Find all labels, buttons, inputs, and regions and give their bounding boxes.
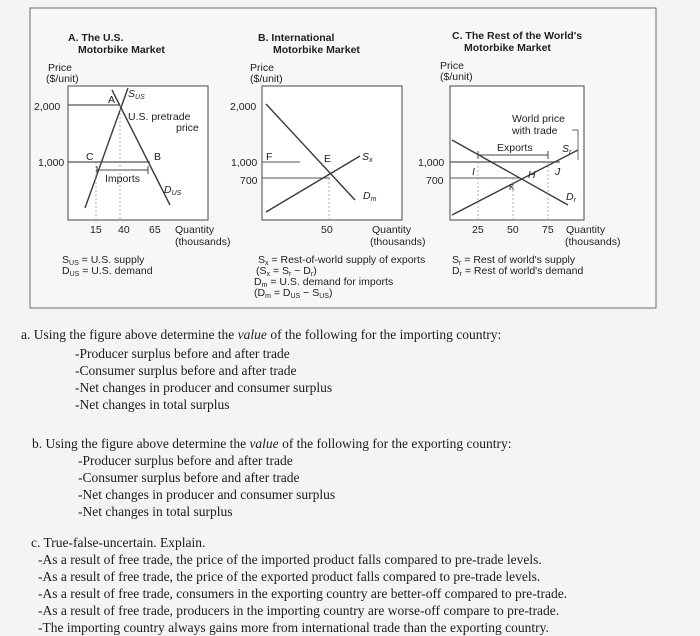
panel-a-y-tick-2000: 2,000 xyxy=(34,101,61,113)
panel-c-point-j: J xyxy=(555,166,561,178)
question-b-item: -Consumer surplus before and after trade xyxy=(78,470,300,485)
question-a-item: -Producer surplus before and after trade xyxy=(75,346,290,361)
panel-a-y-label-1: Price xyxy=(48,62,72,74)
question-b-item: -Producer surplus before and after trade xyxy=(78,453,293,468)
panel-a-title-1: A. The U.S. xyxy=(68,32,124,44)
panel-a-pretrade-label-1: U.S. pretrade xyxy=(128,111,191,123)
question-a-item: -Net changes in total surplus xyxy=(75,397,230,412)
panel-a-legend-demand: DUS = U.S. demand xyxy=(62,265,153,278)
question-a-heading: a. Using the figure above determine the value of the following for the importing country: xyxy=(21,327,502,342)
panel-b-title-2: Motorbike Market xyxy=(273,44,360,56)
panel-a-legend-supply: SUS = U.S. supply xyxy=(62,254,145,267)
panel-a-pretrade-label-2: price xyxy=(176,122,199,134)
panel-c-demand-label: Dr xyxy=(566,191,576,204)
panel-a-x-tick-65: 65 xyxy=(149,224,161,236)
panel-b-y-tick-2000: 2,000 xyxy=(230,101,257,113)
panel-c-y-label-2: ($/unit) xyxy=(440,71,473,83)
panel-a-y-label-2: ($/unit) xyxy=(46,73,79,85)
panel-b-y-tick-700: 700 xyxy=(240,175,258,187)
question-c-item: -As a result of free trade, consumers in the exporting country are better-off compared to pre-trade. xyxy=(38,586,568,601)
panel-c-point-h: H xyxy=(528,169,536,181)
question-b-item: -Net changes in producer and consumer surplus xyxy=(78,487,336,502)
panel-b-legend-4: (Dm = DUS − SUS) xyxy=(254,287,333,300)
panel-c-point-i: I xyxy=(472,166,475,178)
panel-b-demand-label: Dm xyxy=(363,190,377,203)
questions xyxy=(0,320,700,634)
panel-b-x-label-1: Quantity xyxy=(372,224,412,236)
panel-c-title-2: Motorbike Market xyxy=(464,42,551,54)
question-c-item: -The importing country always gains more from international trade than the exporting country. xyxy=(38,620,549,635)
panel-b-supply-label: Sx xyxy=(362,151,373,164)
panel-a-imports-label: Imports xyxy=(105,173,141,185)
panel-c-x-tick-25: 25 xyxy=(472,224,484,236)
panel-c-x-tick-75: 75 xyxy=(542,224,554,236)
panel-b-title-1: B. International xyxy=(258,32,335,44)
panel-a-point-c: C xyxy=(86,151,94,163)
question-c-item: -As a result of free trade, the price of the imported product falls compared to pre-trade levels. xyxy=(38,552,542,567)
panel-c-world-price-label-2: with trade xyxy=(512,125,558,137)
panel-a-x-tick-15: 15 xyxy=(90,224,102,236)
panel-c-exports-label: Exports xyxy=(497,142,533,154)
panel-c-y-tick-1000: 1,000 xyxy=(418,157,445,169)
panel-b-point-e: E xyxy=(324,153,332,165)
panel-b-legend-2: (Sx = Sr − Dr) xyxy=(256,265,317,278)
panel-c-y-tick-700: 700 xyxy=(426,175,444,187)
panel-c-x-label-1: Quantity xyxy=(566,224,606,236)
question-c-heading: c. True-false-uncertain. Explain. xyxy=(31,535,206,550)
panel-b-plot-area xyxy=(262,86,402,220)
panel-c-legend-supply: Sr = Rest of world's supply xyxy=(452,254,576,267)
panel-b-legend-1: Sx = Rest-of-world supply of exports xyxy=(258,254,426,267)
panel-b-y-tick-1000: 1,000 xyxy=(231,157,258,169)
question-a-item: -Consumer surplus before and after trade xyxy=(75,363,297,378)
panel-a-title-2: Motorbike Market xyxy=(78,44,165,56)
panel-a-demand-label: DUS xyxy=(164,184,182,197)
panel-a-supply-label: SUS xyxy=(128,88,145,101)
panel-c-world-price-label-1: World price xyxy=(512,113,565,125)
panel-c-supply-label: Sr xyxy=(562,143,572,156)
panel-c-point-k: K xyxy=(509,183,515,192)
panel-a-x-tick-40: 40 xyxy=(118,224,130,236)
panel-a-point-a: A xyxy=(108,94,116,106)
question-c-item: -As a result of free trade, the price of the exported product falls compared to pre-trade levels. xyxy=(38,569,541,584)
question-c-item: -As a result of free trade, producers in the importing country are worse-off compare to pre-trade. xyxy=(38,603,560,618)
panel-a-y-tick-1000: 1,000 xyxy=(38,157,65,169)
panel-b-point-f: F xyxy=(266,151,273,163)
panel-b-x-tick-50: 50 xyxy=(321,224,333,236)
panel-b-x-label-2: (thousands) xyxy=(370,236,426,248)
panel-c-x-tick-50: 50 xyxy=(507,224,519,236)
panel-a-x-label-1: Quantity xyxy=(175,224,215,236)
question-b-heading: b. Using the figure above determine the value of the following for the exporting country: xyxy=(32,436,512,451)
panel-c-title-1: C. The Rest of the World's xyxy=(452,30,583,42)
question-b-item: -Net changes in total surplus xyxy=(78,504,233,519)
panel-a-x-label-2: (thousands) xyxy=(175,236,231,248)
question-a-item: -Net changes in producer and consumer surplus xyxy=(75,380,333,395)
panel-c-y-label-1: Price xyxy=(440,60,464,72)
panel-b-y-label-2: ($/unit) xyxy=(250,73,283,85)
panel-a-point-b: B xyxy=(154,151,162,163)
panel-b-y-label-1: Price xyxy=(250,62,274,74)
panel-b-legend-3: Dm = U.S. demand for imports xyxy=(254,276,394,289)
panel-c-x-label-2: (thousands) xyxy=(565,236,621,248)
panel-c-legend-demand: Dr = Rest of world's demand xyxy=(452,265,584,278)
